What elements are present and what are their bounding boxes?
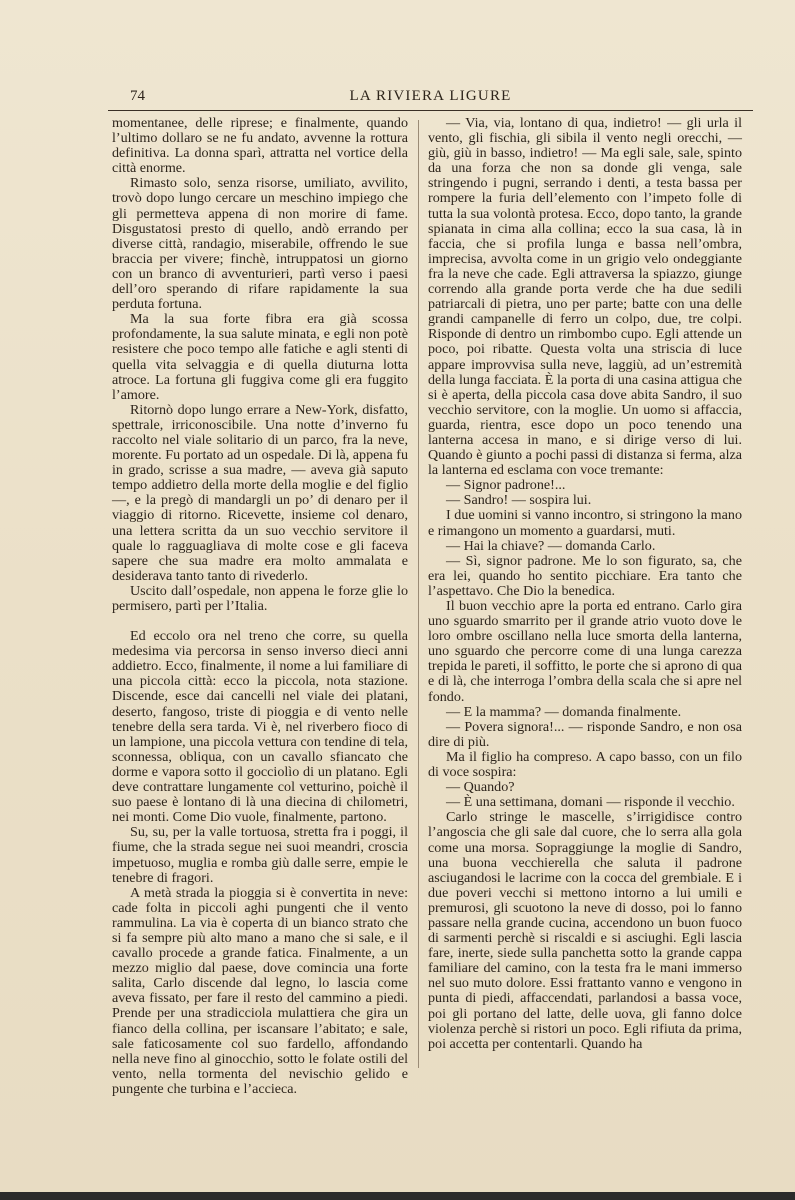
- paragraph: Carlo stringe le mascelle, s’irrigidisce contro l’angoscia che gli sale dal cuore, che lo serra alla gola come una morsa. Sopraggiunge la moglie di Sandro, una buona vecchierella che saluta il padrone asciugandosi le lacrime con la cocca del grembiale. E i due poveri vecchi si mettono intorno a lui umili e premurosi, gli scuotono la neve di dosso, poi lo fanno passare nella grande cucina, accendono un buon fuoco di sarmenti perchè si riscaldi e si asciughi. Egli lascia fare, inerte, siede sulla panchetta sotto la grande cappa familiare del camino, con la testa fra le mani immerso nel suo muto dolore. Essi frattanto vanno e vengono in punta di piedi, affaccendati, parlandosi a bassa voce, poi gli portano del latte, delle uova, gli fanno dolce violenza perchè si ristori un poco. Egli rifiuta da prima, poi accetta per contentarli. Quando ha: [428, 809, 742, 1052]
- paragraph: Rimasto solo, senza risorse, umiliato, avvilito, trovò dopo lungo cercare un meschino impiego che gli permetteva appena di non morire di fame. Disgustatosi presto di quello, andò errando per diverse città, randagio, miserabile, offrendo le sue braccia per vivere; finchè, intruppatosi un giorno con un branco di avventurieri, partì verso i paesi dell’oro sperando di rifare rapidamente la sua perduta fortuna.: [112, 175, 408, 313]
- left-column: [112, 116, 408, 1097]
- paragraph: — Sì, signor padrone. Me lo son figurato, sa, che era lei, quando ho sentito picchiare. Era tanto che l’aspettavo. Che Dio la benedica.: [428, 552, 742, 599]
- paragraph: A metà strada la pioggia si è convertita in neve: cade folta in piccoli aghi pungenti che il vento rammulina. La via è coperta di un bianco strato che si fa sempre più alto mano a mano che si sale, e il cavallo procede a grande fatica. Finalmente, a un mezzo miglio dal paese, dove comincia una forte salita, Carlo discende dal legno, lo lascia come aveva fissato, per fare il resto del cammino a piedi. Prende per una stradicciola mulattiera che gira un fianco della collina, per iscansare l’abitato; e sale, sale faticosamente col suo fardello, affondando nella neve fino al ginocchio, sotto le folate ostili del vento, nella tormenta del nevischio gelido e pungente che turbina e l’accieca.: [112, 884, 408, 1097]
- page-number: 74: [130, 88, 145, 104]
- paragraph: Su, su, per la valle tortuosa, stretta fra i poggi, il fiume, che la strada segue nei suoi meandri, croscia impetuoso, muglia e romba giù dalle serre, empie le tenebre di fragori.: [112, 824, 408, 886]
- paragraph: — Via, via, lontano di qua, indietro! — gli urla il vento, gli fischia, gli sibila il vento negli orecchi, — giù, giù in basso, indietro! — Ma egli sale, sale, spinto da una forza che non sa donde gli venga, sale stringendo i pugni, serrando i denti, a testa bassa per rompere la furia dell’elemento con l’impeto folle di tutta la sua volontà protesa. Ecco, dopo tanto, la grande spianata in cima alla collina; ecco la sua casa, là in faccia, che si profila lunga e bassa nell’ombra, imprecisa, avvolta come in un grigio velo ondeggiante fra la neve che cade. Egli attraversa la spiazzo, giunge correndo alla grande porta verde che ha due sedili patriarcali di pietra, uno per parte; batte con una delle grandi campanelle di ferro un colpo, due, tre colpi. Risponde di dentro un rimbombo cupo. Egli attende un poco, poi ribatte. Questa volta una striscia di luce appare improvvisa sulla neve, laggiù, ad un’estremità della lunga facciata. È la porta di una casina attigua che si è aperta, della piccola casa dove abita Sandro, il suo vecchio servitore, con la moglie. Un uomo si affaccia, guarda, rientra, esce dopo un poco tenendo una lanterna accesa in mano, e si dirige verso di lui. Quando è giunto a pochi passi di distanza si ferma, alza la lanterna ed esclama con voce tremante:: [428, 115, 742, 479]
- column-divider: [418, 120, 419, 1068]
- scan-edge: [0, 1192, 795, 1200]
- paragraph: Ritornò dopo lungo errare a New-York, disfatto, spettrale, irriconoscibile. Una notte d’inverno fu raccolto nel viale solitario di un parco, fra la neve, morente. Fu portato ad un ospedale. Di là, appena fu in grado, scrisse a sua madre, — aveva già saputo tempo addietro della morte della moglie e del figlio —, e la pregò di mandargli un po’ di denaro per il viaggio di ritorno. Ricevette, insieme col denaro, una lettera scritta da un suo vecchio servitore il quale lo ragguagliava di molte cose e gli faceva sapere che sua madre era molto ammalata e desiderava tanto tanto di rivederlo.: [112, 401, 408, 584]
- paragraph: I due uomini si vanno incontro, si stringono la mano e rimangono un momento a guardarsi, muti.: [428, 507, 742, 539]
- paragraph: — Sandro! — sospira lui.: [446, 492, 592, 509]
- paragraph: Ma la sua forte fibra era già scossa profondamente, la sua salute minata, e egli non potè resistere che poco tempo alle fatiche e agli stenti di quella vita selvaggia e di quella diuturna lotta atroce. La fortuna gli fuggiva come gli era fuggito l’amore.: [112, 311, 408, 403]
- running-header: [108, 86, 753, 111]
- paragraph: — E la mamma? — domanda finalmente.: [446, 703, 682, 720]
- paragraph: Ed eccolo ora nel treno che corre, su quella medesima via percorsa in senso inverso dieci anni addietro. Ecco, finalmente, il nome a lui familiare di una piccola città: ecco la piccola, nota stazione. Discende, esce dai cancelli nel viale dei platani, deserto, fangoso, triste di pioggia e di vento nelle tenebre della sera tarda. Vi è, nel riverbero fioco di un lampione, una piccola vettura con tendine di tela, sconnessa, obliqua, con un cavallo sfiancato che dorme e vapora sotto il gocciolìo di un platano. Egli deve contrattare lungamente col vetturino, poichè il suo paese è lontano di là una diecina di chilometri, nei monti. Come Dio vuole, finalmente, partono.: [112, 628, 408, 826]
- journal-title: LA RIVIERA LIGURE: [349, 88, 512, 104]
- paragraph: — Signor padrone!...: [446, 477, 566, 494]
- paragraph: — È una settimana, domani — risponde il vecchio.: [446, 794, 735, 811]
- paragraph: — Povera signora!... — risponde Sandro, e non osa dire di più.: [428, 718, 742, 750]
- right-column: [428, 116, 742, 1052]
- paragraph: Uscito dall’ospedale, non appena le forze glie lo permisero, partì per l’Italia.: [112, 582, 408, 614]
- paragraph: Il buon vecchio apre la porta ed entrano. Carlo gira uno sguardo smarrito per il grande atrio vuoto dove le loro ombre oscillano nella luce smorta della lanterna, uno sguardo che percorre come di una lunga carezza trepida le pareti, il soffitto, le porte che si aprono di qua e di là, che interroga l’ombra della scala che si apre nel fondo.: [428, 598, 743, 705]
- paragraph: — Quando?: [446, 779, 515, 796]
- paragraph: — Hai la chiave? — domanda Carlo.: [446, 537, 656, 554]
- paragraph: momentanee, delle riprese; e finalmente, quando l’ultimo dollaro se ne fu andato, avvenne la rottura definitiva. La donna sparì, attratta nel vortice della città enorme.: [112, 115, 408, 177]
- paragraph: Ma il figlio ha compreso. A capo basso, con un filo di voce sospira:: [428, 748, 742, 781]
